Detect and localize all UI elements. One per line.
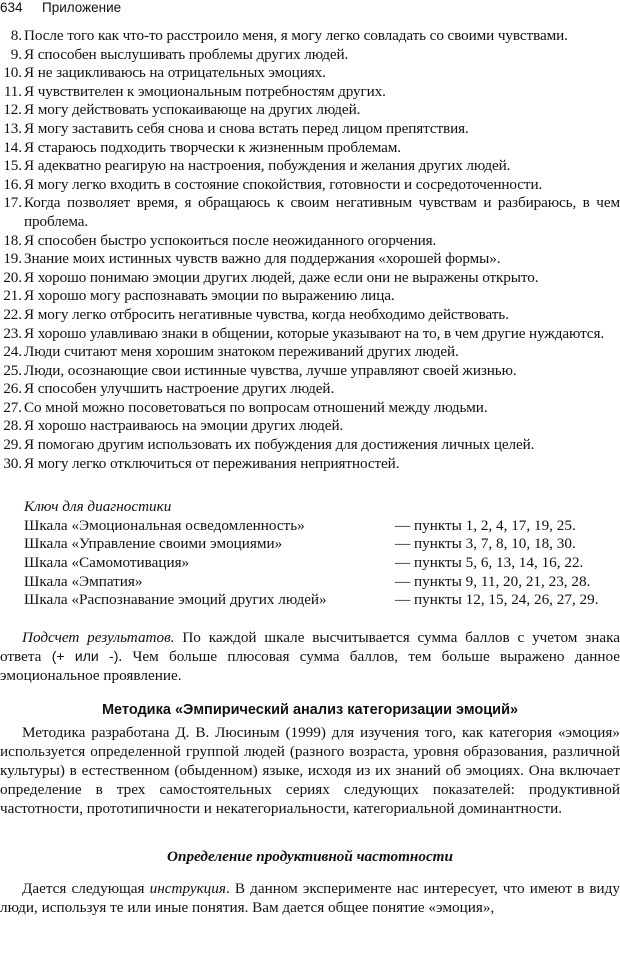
item-text: Знание моих истинных чувств важно для поддержания «хорошей формы».	[24, 250, 501, 268]
item-number: 8.	[10, 27, 22, 44]
list-item	[0, 83, 620, 102]
list-item	[0, 343, 620, 362]
item-number: 24.	[3, 343, 22, 361]
item-number: 15.	[3, 157, 22, 175]
list-item	[0, 306, 620, 325]
item-text: Я хорошо понимаю эмоции других людей, даже если они не выражены открыто.	[24, 268, 539, 286]
item-text: Я стараюсь подходить творчески к жизненным проблемам.	[24, 138, 401, 156]
item-number: 23.	[3, 324, 22, 342]
item-text: Я могу действовать успокаивающе на других людей.	[24, 101, 361, 119]
item-number: 14.	[3, 138, 22, 156]
scale-points: — пункты 3, 7, 8, 10, 18, 30.	[395, 535, 576, 553]
list-item	[0, 120, 620, 139]
item-number: 27.	[3, 398, 22, 416]
item-text: Я адекватно реагирую на настроения, побуждения и желания других людей.	[24, 157, 511, 175]
method-heading: Методика «Эмпирический анализ категоризации эмоций»	[101, 702, 519, 718]
item-text: Я хорошо улавливаю знаки в общении, которые указывают на то, в чем другие нуждаются.	[24, 324, 605, 342]
list-item	[0, 362, 620, 381]
key-row	[24, 591, 620, 610]
list-item	[0, 157, 620, 176]
item-text: Я могу заставить себя снова и снова встать перед лицом препятствия.	[24, 119, 469, 137]
item-text: Я хорошо настраиваюсь на эмоции других людей.	[24, 417, 344, 435]
scale-name: Шкала «Эмоциональная осведомленность»	[24, 516, 305, 534]
page-number: 634	[0, 0, 23, 15]
item-number: 18.	[3, 231, 22, 249]
item-number: 9.	[10, 45, 22, 63]
item-text: Я способен выслушивать проблемы других людей.	[24, 45, 349, 63]
list-item	[0, 194, 620, 231]
key-row	[24, 517, 620, 536]
item-text: Я могу легко отбросить негативные чувства, когда необходимо действовать.	[24, 305, 509, 323]
scale-name: Шкала «Самомотивация»	[24, 554, 190, 572]
item-number: 17.	[3, 194, 22, 212]
scale-points: — пункты 5, 6, 13, 14, 16, 22.	[395, 554, 584, 572]
item-text: Я могу легко отключиться от переживания неприятностей.	[24, 454, 400, 472]
item-number: 10.	[3, 64, 22, 82]
item-number: 13.	[3, 119, 22, 137]
list-item	[0, 436, 620, 455]
list-item	[0, 46, 620, 65]
item-text: Я чувствителен к эмоциональным потребностям других.	[24, 82, 386, 100]
key-row	[24, 535, 620, 554]
item-text: Я не зацикливаюсь на отрицательных эмоциях.	[24, 64, 326, 82]
results-lead: Подсчет результатов.	[22, 629, 175, 646]
item-text: Я способен быстро успокоиться после неожиданного огорчения.	[24, 231, 437, 249]
results-paragraph: Подсчет результатов. По каждой шкале высчитывается сумма баллов с учетом знака ответа (+ или -). Чем больше плюсовая сумма баллов, тем больше выражено данное эмоциональное проявление.	[0, 629, 620, 684]
instruction-paragraph: Дается следующая инструкция. В данном эксперименте нас интересует, что имеют в виду люди, используя те или иные понятия. Вам дается общее понятие «эмоция»,	[0, 880, 620, 916]
scale-name: Шкала «Распознавание эмоций других людей»	[24, 591, 327, 609]
item-text: Я способен улучшить настроение других людей.	[24, 380, 335, 398]
item-number: 28.	[3, 417, 22, 435]
item-number: 30.	[3, 454, 22, 472]
item-text: Люди, осознающие свои истинные чувства, лучше управляют своей жизнью.	[24, 361, 517, 379]
scale-name: Шкала «Управление своими эмоциями»	[24, 535, 283, 553]
instruction-term: инструкция	[149, 880, 226, 897]
list-item	[0, 417, 620, 436]
key-title: Ключ для диагностики	[24, 498, 172, 515]
item-text: Со мной можно посоветоваться по вопросам отношений между людьми.	[24, 398, 488, 416]
item-text: Я могу легко входить в состояние спокойствия, готовности и сосредоточенности.	[24, 175, 543, 193]
list-item	[0, 232, 620, 251]
scale-name: Шкала «Эмпатия»	[24, 572, 143, 590]
list-item	[0, 399, 620, 418]
item-number: 20.	[3, 268, 22, 286]
item-number: 26.	[3, 380, 22, 398]
item-number: 22.	[3, 305, 22, 323]
list-item	[0, 380, 620, 399]
item-text: Я хорошо могу распознавать эмоции по выражению лица.	[24, 287, 395, 305]
item-number: 21.	[3, 287, 22, 305]
item-text: Когда позволяет время, я обращаюсь к своим негативным чувствам и разбираюсь, в чем проблема.	[24, 194, 620, 230]
list-item	[0, 455, 620, 474]
list-item	[0, 27, 620, 46]
item-text: Люди считают меня хорошим знатоком переживаний других людей.	[24, 343, 459, 361]
list-item	[0, 269, 620, 288]
item-number: 16.	[3, 175, 22, 193]
list-item	[0, 250, 620, 269]
diagnostic-key	[24, 498, 620, 610]
subsection-heading: Определение продуктивной частотности	[167, 848, 453, 865]
scale-points: — пункты 12, 15, 24, 26, 27, 29.	[395, 591, 599, 609]
section-title: Приложение	[42, 0, 122, 15]
method-paragraph: Методика разработана Д. В. Люсиным (1999) для изучения того, как категория «эмоция» используется определенной группой людей (разного возраста, уровня образования, различной культуры) в естественном (обыденном) языке, исходя из их знаний об эмоциях. Она включает определение в трех самостоятельных сериях следующих показателей: продуктивной частотности, прототипичности и некатегориальности, категориальной доминантности.	[0, 724, 620, 817]
item-text: Я помогаю другим использовать их побуждения для достижения личных целей.	[24, 436, 535, 454]
list-item	[0, 139, 620, 158]
list-item	[0, 176, 620, 195]
list-item	[0, 64, 620, 83]
key-row	[24, 573, 620, 592]
item-number: 12.	[3, 101, 22, 119]
item-text: После того как что-то расстроило меня, я могу легко совладать со своими чувствами.	[24, 27, 568, 44]
item-number: 11.	[3, 82, 22, 100]
scale-points: — пункты 9, 11, 20, 21, 23, 28.	[395, 572, 591, 590]
item-number: 29.	[3, 436, 22, 454]
list-item	[0, 287, 620, 306]
sign-notation: (+ или -)	[51, 648, 119, 664]
list-item	[0, 101, 620, 120]
item-number: 19.	[3, 250, 22, 268]
key-row	[24, 554, 620, 573]
item-number: 25.	[3, 361, 22, 379]
page-header	[0, 0, 620, 20]
scale-points: — пункты 1, 2, 4, 17, 19, 25.	[395, 516, 576, 534]
list-item	[0, 325, 620, 344]
questionnaire-list	[0, 27, 620, 473]
